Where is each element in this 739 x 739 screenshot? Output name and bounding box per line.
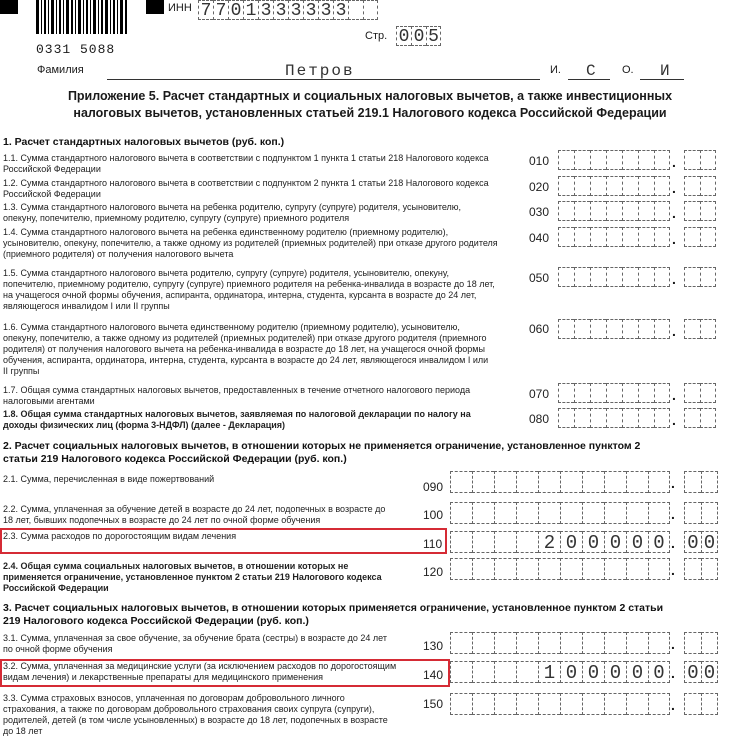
amount-digit-cell <box>604 632 626 654</box>
row-110-kopecks-cells[interactable] <box>684 531 718 553</box>
inn-digit: 3 <box>303 0 318 20</box>
decimal-point: . <box>672 180 676 196</box>
amount-digit-cell <box>684 408 700 428</box>
amount-digit-cell <box>626 632 648 654</box>
amount-digit-cell <box>516 502 538 524</box>
amount-digit-cell <box>626 502 648 524</box>
title-line: Приложение 5. Расчет стандартных и социальных налоговых вычетов, а также инвестиционных <box>67 89 673 103</box>
amount-digit-cell <box>648 502 670 524</box>
row-020-kopecks-cells[interactable] <box>684 176 716 196</box>
amount-digit-cell <box>472 471 494 493</box>
amount-digit-cell <box>604 502 626 524</box>
amount-digit-cell <box>701 558 718 580</box>
amount-digit-cell <box>472 693 494 715</box>
amount-digit-cell <box>472 531 494 553</box>
amount-digit-cell <box>638 201 654 221</box>
amount-digit-cell <box>558 408 574 428</box>
row-150-rubles-cells[interactable] <box>450 693 670 715</box>
amount-digit-cell <box>606 319 622 339</box>
row-090-kopecks-cells[interactable] <box>684 471 718 493</box>
highlight-row-110 <box>0 528 447 554</box>
amount-digit-cell <box>604 471 626 493</box>
row-130-code: 130 <box>423 639 444 653</box>
amount-digit-cell: 0 <box>684 661 701 683</box>
amount-digit-cell <box>450 502 472 524</box>
amount-digit-cell: 0 <box>604 531 626 553</box>
amount-digit-cell <box>684 150 700 170</box>
section-1-heading: 1. Расчет стандартных налоговых вычетов (руб. коп.) <box>3 136 285 148</box>
amount-digit-cell <box>654 227 670 247</box>
amount-digit-cell: 1 <box>538 661 560 683</box>
row-060-label: 1.6. Сумма стандартного налогового вычета единственному родителю (приемному родителю), усыновителю, опекуну, попечителю, а также одному из родителей (приемных родителей) при отказе другого родителя (приемного родителя) от получения налогового вычета на ребенка-инвалида в возрасте до 18 лет, на учащегося очной формы обучения, аспиранта, ординатора, интерна, студента, курсанта в возрасте до 24 лет, являющегося инвалидом I или II группы <box>3 322 489 376</box>
amount-digit-cell <box>590 150 606 170</box>
amount-digit-cell <box>622 201 638 221</box>
amount-digit-cell <box>638 319 654 339</box>
amount-digit-cell <box>516 632 538 654</box>
row-050-rubles-cells[interactable] <box>558 267 670 287</box>
page-title <box>20 88 720 122</box>
amount-digit-cell <box>648 558 670 580</box>
initial-i-value[interactable]: С <box>586 62 598 80</box>
inn-digit: 3 <box>288 0 303 20</box>
inn-digit: 7 <box>213 0 228 20</box>
row-130-rubles-cells[interactable] <box>450 632 670 654</box>
amount-digit-cell <box>684 471 701 493</box>
row-030-code: 030 <box>529 205 550 219</box>
row-150-code: 150 <box>423 697 444 711</box>
row-070-label: 1.7. Общая сумма стандартных налоговых вычетов, предоставленных в течение отчетного налогового периода налоговыми агентами <box>3 385 471 406</box>
row-070-kopecks-cells[interactable] <box>684 383 716 403</box>
row-080-label: 1.8. Общая сумма стандартных налоговых вычетов, заявляемая по налоговой декларации по налогу на доходы физических лиц (форма 3-НДФЛ) (далее - Декларация) <box>3 409 471 430</box>
amount-digit-cell <box>574 319 590 339</box>
decimal-point: . <box>671 562 675 578</box>
amount-digit-cell <box>701 471 718 493</box>
decimal-point: . <box>671 535 675 551</box>
amount-digit-cell <box>574 176 590 196</box>
amount-digit-cell <box>574 408 590 428</box>
row-140-rubles-cells[interactable] <box>450 661 670 683</box>
row-040-label: 1.4. Сумма стандартного налогового вычета на ребенка единственному родителю (приемному родителю), усыновителю, опекуну, попечителю, а также одному из родителей (приемных родителей) при отказе другого родителя (приемного родителя) от получения налогового вычета <box>3 227 498 259</box>
amount-digit-cell <box>590 383 606 403</box>
amount-digit-cell <box>590 267 606 287</box>
decimal-point: . <box>671 636 675 652</box>
row-060-kopecks-cells[interactable] <box>684 319 716 339</box>
row-110-label: 2.3. Сумма расходов по дорогостоящим видам лечения <box>3 531 237 541</box>
amount-digit-cell <box>582 558 604 580</box>
decimal-point: . <box>671 697 675 713</box>
row-030-kopecks-cells[interactable] <box>684 201 716 221</box>
row-120-kopecks-cells[interactable] <box>684 558 718 580</box>
row-130-label: 3.1. Сумма, уплаченная за свое обучение, за обучение брата (сестры) в возрасте до 24 лет по очной форме обучения <box>3 633 387 654</box>
row-040-code: 040 <box>529 231 550 245</box>
amount-digit-cell <box>648 632 670 654</box>
amount-digit-cell <box>622 383 638 403</box>
amount-digit-cell <box>516 558 538 580</box>
amount-digit-cell: 0 <box>560 661 582 683</box>
amount-digit-cell <box>450 558 472 580</box>
amount-digit-cell <box>654 267 670 287</box>
amount-digit-cell <box>472 502 494 524</box>
amount-digit-cell <box>582 632 604 654</box>
amount-digit-cell <box>558 319 574 339</box>
amount-digit-cell <box>450 531 472 553</box>
amount-digit-cell <box>590 176 606 196</box>
amount-digit-cell <box>626 558 648 580</box>
amount-digit-cell: 0 <box>604 661 626 683</box>
amount-digit-cell <box>558 176 574 196</box>
amount-digit-cell: 0 <box>626 661 648 683</box>
inn-digit: 0 <box>228 0 243 20</box>
amount-digit-cell <box>638 383 654 403</box>
row-150-kopecks-cells[interactable] <box>684 693 718 715</box>
corner-marker <box>0 0 18 14</box>
amount-digit-cell <box>654 408 670 428</box>
inn-digit: 3 <box>258 0 273 20</box>
amount-digit-cell <box>638 176 654 196</box>
row-090-label: 2.1. Сумма, перечисленная в виде пожертвований <box>3 474 215 484</box>
amount-digit-cell <box>684 693 701 715</box>
amount-digit-cell <box>590 408 606 428</box>
amount-digit-cell <box>701 502 718 524</box>
amount-digit-cell: 0 <box>701 661 718 683</box>
decimal-point: . <box>672 271 676 287</box>
amount-digit-cell <box>472 558 494 580</box>
row-140-code: 140 <box>423 668 444 682</box>
row-100-rubles-cells[interactable] <box>450 502 670 524</box>
amount-digit-cell <box>684 267 700 287</box>
amount-digit-cell <box>450 632 472 654</box>
amount-digit-cell <box>606 150 622 170</box>
row-120-rubles-cells[interactable] <box>450 558 670 580</box>
amount-digit-cell <box>638 150 654 170</box>
row-110-code: 110 <box>423 537 443 551</box>
row-150-label: 3.3. Сумма страховых взносов, уплаченная по договорам добровольного личного страхования, а также по договорам добровольного страхования своих супруга (супруги), родителей, детей (в том числе усыновленных) в возрасте до 18 лет, подопечных в возрасте до 18 лет <box>3 693 388 736</box>
amount-digit-cell <box>574 150 590 170</box>
amount-digit-cell <box>606 267 622 287</box>
amount-digit-cell <box>700 227 716 247</box>
amount-digit-cell <box>638 408 654 428</box>
row-080-kopecks-cells[interactable] <box>684 408 716 428</box>
amount-digit-cell <box>638 267 654 287</box>
amount-digit-cell: 0 <box>701 531 718 553</box>
amount-digit-cell: 2 <box>538 531 560 553</box>
row-010-rubles-cells[interactable] <box>558 150 670 170</box>
row-040-kopecks-cells[interactable] <box>684 227 716 247</box>
amount-digit-cell <box>538 471 560 493</box>
amount-digit-cell <box>450 471 472 493</box>
row-020-label: 1.2. Сумма стандартного налогового вычета в соответствии с подпунктом 2 пункта 1 статьи 218 Налогового кодекса Российской Федерации <box>3 178 489 199</box>
amount-digit-cell <box>700 176 716 196</box>
amount-digit-cell <box>538 502 560 524</box>
amount-digit-cell <box>450 661 472 683</box>
row-010-label: 1.1. Сумма стандартного налогового вычета в соответствии с подпунктом 1 пункта 1 статьи 218 Налогового кодекса Российской Федерации <box>3 153 489 174</box>
amount-digit-cell: 0 <box>684 531 701 553</box>
inn-digit: 3 <box>318 0 333 20</box>
page-digit: 5 <box>426 26 441 46</box>
row-050-label: 1.5. Сумма стандартного налогового вычета родителю, супругу (супруге) родителя, усыновителю, опекуну, попечителю, приемному родителю, супругу (супруге) приемного родителя на ребенка-инвалида в возрасте до 18 лет, на учащегося очной формы обучения, аспиранта, ординатора, интерна, студента, курсанта в возрасте до 24 лет, являющегося инвалидом I или II группы <box>3 268 495 311</box>
amount-digit-cell <box>654 201 670 221</box>
surname-label: Фамилия <box>37 64 84 76</box>
surname-value[interactable]: Петров <box>285 62 355 80</box>
amount-digit-cell <box>560 558 582 580</box>
inn-digit: 3 <box>273 0 288 20</box>
amount-digit-cell <box>590 227 606 247</box>
page-digit: 0 <box>411 26 426 46</box>
inn-digit <box>348 0 363 20</box>
amount-digit-cell <box>684 201 700 221</box>
amount-digit-cell: 0 <box>648 531 670 553</box>
row-020-code: 020 <box>529 180 550 194</box>
amount-digit-cell <box>494 558 516 580</box>
row-050-kopecks-cells[interactable] <box>684 267 716 287</box>
amount-digit-cell <box>558 267 574 287</box>
amount-digit-cell <box>701 693 718 715</box>
row-140-label: 3.2. Сумма, уплаченная за медицинские услуги (за исключением расходов по дорогостоящим видам лечения) и лекарственные препараты для медицинского применения <box>3 661 397 682</box>
amount-digit-cell <box>560 471 582 493</box>
amount-digit-cell <box>684 383 700 403</box>
row-120-code: 120 <box>423 565 444 579</box>
inn-digit: 7 <box>198 0 213 20</box>
amount-digit-cell <box>638 227 654 247</box>
amount-digit-cell <box>558 383 574 403</box>
amount-digit-cell <box>654 176 670 196</box>
row-080-code: 080 <box>529 412 550 426</box>
corner-marker <box>146 0 164 14</box>
amount-digit-cell: 0 <box>648 661 670 683</box>
amount-digit-cell <box>494 661 516 683</box>
amount-digit-cell <box>516 471 538 493</box>
row-070-rubles-cells[interactable] <box>558 383 670 403</box>
inn-digit: 3 <box>333 0 348 20</box>
amount-digit-cell <box>684 632 701 654</box>
row-110-rubles-cells[interactable] <box>450 531 670 553</box>
section-3-heading: 3. Расчет социальных налоговых вычетов, в отношении которых применяется ограничение, установленное пунктом 2 статьи 219 Налогового кодекса Российской Федерации (руб. коп.) <box>3 602 664 627</box>
row-140-kopecks-cells[interactable] <box>684 661 718 683</box>
amount-digit-cell <box>622 150 638 170</box>
row-120-label: 2.4. Общая сумма социальных налоговых вычетов, в отношении которых не применяется ограничение, установленное пунктом 2 статьи 219 Налогового кодекса Российской Федерации <box>3 561 382 593</box>
amount-digit-cell <box>700 408 716 428</box>
row-060-rubles-cells[interactable] <box>558 319 670 339</box>
amount-digit-cell <box>626 693 648 715</box>
amount-digit-cell <box>560 632 582 654</box>
amount-digit-cell <box>604 558 626 580</box>
amount-digit-cell <box>450 693 472 715</box>
amount-digit-cell <box>582 502 604 524</box>
row-070-code: 070 <box>529 387 550 401</box>
row-010-code: 010 <box>529 154 550 168</box>
amount-digit-cell <box>560 693 582 715</box>
row-010-kopecks-cells[interactable] <box>684 150 716 170</box>
amount-digit-cell <box>622 267 638 287</box>
amount-digit-cell <box>574 201 590 221</box>
decimal-point: . <box>671 506 675 522</box>
decimal-point: . <box>671 665 675 681</box>
amount-digit-cell <box>684 558 701 580</box>
amount-digit-cell: 0 <box>582 531 604 553</box>
decimal-point: . <box>672 323 676 339</box>
amount-digit-cell <box>648 693 670 715</box>
row-060-code: 060 <box>529 322 550 336</box>
amount-digit-cell <box>574 383 590 403</box>
amount-digit-cell <box>684 227 700 247</box>
amount-digit-cell <box>684 176 700 196</box>
row-040-rubles-cells[interactable] <box>558 227 670 247</box>
amount-digit-cell <box>494 502 516 524</box>
amount-digit-cell <box>654 150 670 170</box>
amount-digit-cell <box>494 693 516 715</box>
amount-digit-cell <box>654 319 670 339</box>
amount-digit-cell <box>684 319 700 339</box>
section-2-heading: 2. Расчет социальных налоговых вычетов, в отношении которых не применяется ограничение, установленное пунктом 2 статьи 219 Налогового кодекса Российской Федерации (руб. коп.) <box>3 440 641 465</box>
decimal-point: . <box>671 475 675 491</box>
amount-digit-cell <box>582 471 604 493</box>
amount-digit-cell <box>606 176 622 196</box>
row-100-code: 100 <box>423 508 444 522</box>
decimal-point: . <box>672 387 676 403</box>
amount-digit-cell <box>538 632 560 654</box>
amount-digit-cell <box>558 150 574 170</box>
amount-digit-cell <box>622 176 638 196</box>
row-030-label: 1.3. Сумма стандартного налогового вычета на ребенка родителю, супругу (супруге) родителя, усыновителю, опекуну, попечителю, приемному родителю, супругу (супруге) приемного родителя <box>3 202 462 223</box>
amount-digit-cell <box>574 227 590 247</box>
amount-digit-cell <box>622 227 638 247</box>
amount-digit-cell <box>626 471 648 493</box>
initial-i-label: И. <box>550 64 561 76</box>
decimal-point: . <box>672 412 676 428</box>
row-050-code: 050 <box>529 271 550 285</box>
inn-digit <box>363 0 378 20</box>
amount-digit-cell <box>622 408 638 428</box>
initial-o-value[interactable]: И <box>660 62 672 80</box>
amount-digit-cell <box>654 383 670 403</box>
amount-digit-cell <box>684 502 701 524</box>
amount-digit-cell <box>590 319 606 339</box>
page-digit: 0 <box>396 26 411 46</box>
amount-digit-cell <box>494 632 516 654</box>
amount-digit-cell: 0 <box>582 661 604 683</box>
amount-digit-cell <box>701 632 718 654</box>
row-090-rubles-cells[interactable] <box>450 471 670 493</box>
amount-digit-cell <box>606 227 622 247</box>
page-label: Стр. <box>365 30 388 42</box>
decimal-point: . <box>672 154 676 170</box>
amount-digit-cell: 0 <box>560 531 582 553</box>
amount-digit-cell <box>700 383 716 403</box>
amount-digit-cell <box>606 383 622 403</box>
inn-digit: 1 <box>243 0 258 20</box>
amount-digit-cell <box>494 471 516 493</box>
amount-digit-cell <box>516 661 538 683</box>
amount-digit-cell <box>494 531 516 553</box>
decimal-point: . <box>672 231 676 247</box>
row-090-code: 090 <box>423 480 444 494</box>
amount-digit-cell <box>560 502 582 524</box>
initial-o-label: О. <box>622 64 634 76</box>
barcode-number: 0331 5088 <box>36 42 116 57</box>
row-080-rubles-cells[interactable] <box>558 408 670 428</box>
amount-digit-cell <box>590 201 606 221</box>
amount-digit-cell <box>700 267 716 287</box>
amount-digit-cell <box>606 201 622 221</box>
row-020-rubles-cells[interactable] <box>558 176 670 196</box>
amount-digit-cell <box>574 267 590 287</box>
inn-field[interactable] <box>198 0 378 20</box>
amount-digit-cell <box>648 471 670 493</box>
title-line: налоговых вычетов, установленных статьей 219.1 Налогового кодекса Российской Федерации <box>73 106 667 120</box>
inn-label: ИНН <box>168 2 192 14</box>
amount-digit-cell <box>558 227 574 247</box>
amount-digit-cell <box>582 693 604 715</box>
amount-digit-cell <box>472 632 494 654</box>
amount-digit-cell <box>700 319 716 339</box>
row-030-rubles-cells[interactable] <box>558 201 670 221</box>
amount-digit-cell <box>604 693 626 715</box>
amount-digit-cell <box>622 319 638 339</box>
highlight-row-140 <box>0 659 450 687</box>
amount-digit-cell <box>700 201 716 221</box>
barcode <box>36 0 128 44</box>
amount-digit-cell <box>606 408 622 428</box>
amount-digit-cell <box>538 693 560 715</box>
row-100-kopecks-cells[interactable] <box>684 502 718 524</box>
row-100-label: 2.2. Сумма, уплаченная за обучение детей в возрасте до 24 лет, подопечных в возрасте до 18 лет, бывших подопечных в возрасте до 24 лет по очной форме обучения <box>3 504 386 525</box>
amount-digit-cell <box>538 558 560 580</box>
decimal-point: . <box>672 205 676 221</box>
amount-digit-cell <box>558 201 574 221</box>
amount-digit-cell <box>700 150 716 170</box>
row-130-kopecks-cells[interactable] <box>684 632 718 654</box>
amount-digit-cell <box>472 661 494 683</box>
amount-digit-cell <box>516 531 538 553</box>
page-field[interactable] <box>396 26 441 46</box>
amount-digit-cell <box>516 693 538 715</box>
amount-digit-cell: 0 <box>626 531 648 553</box>
